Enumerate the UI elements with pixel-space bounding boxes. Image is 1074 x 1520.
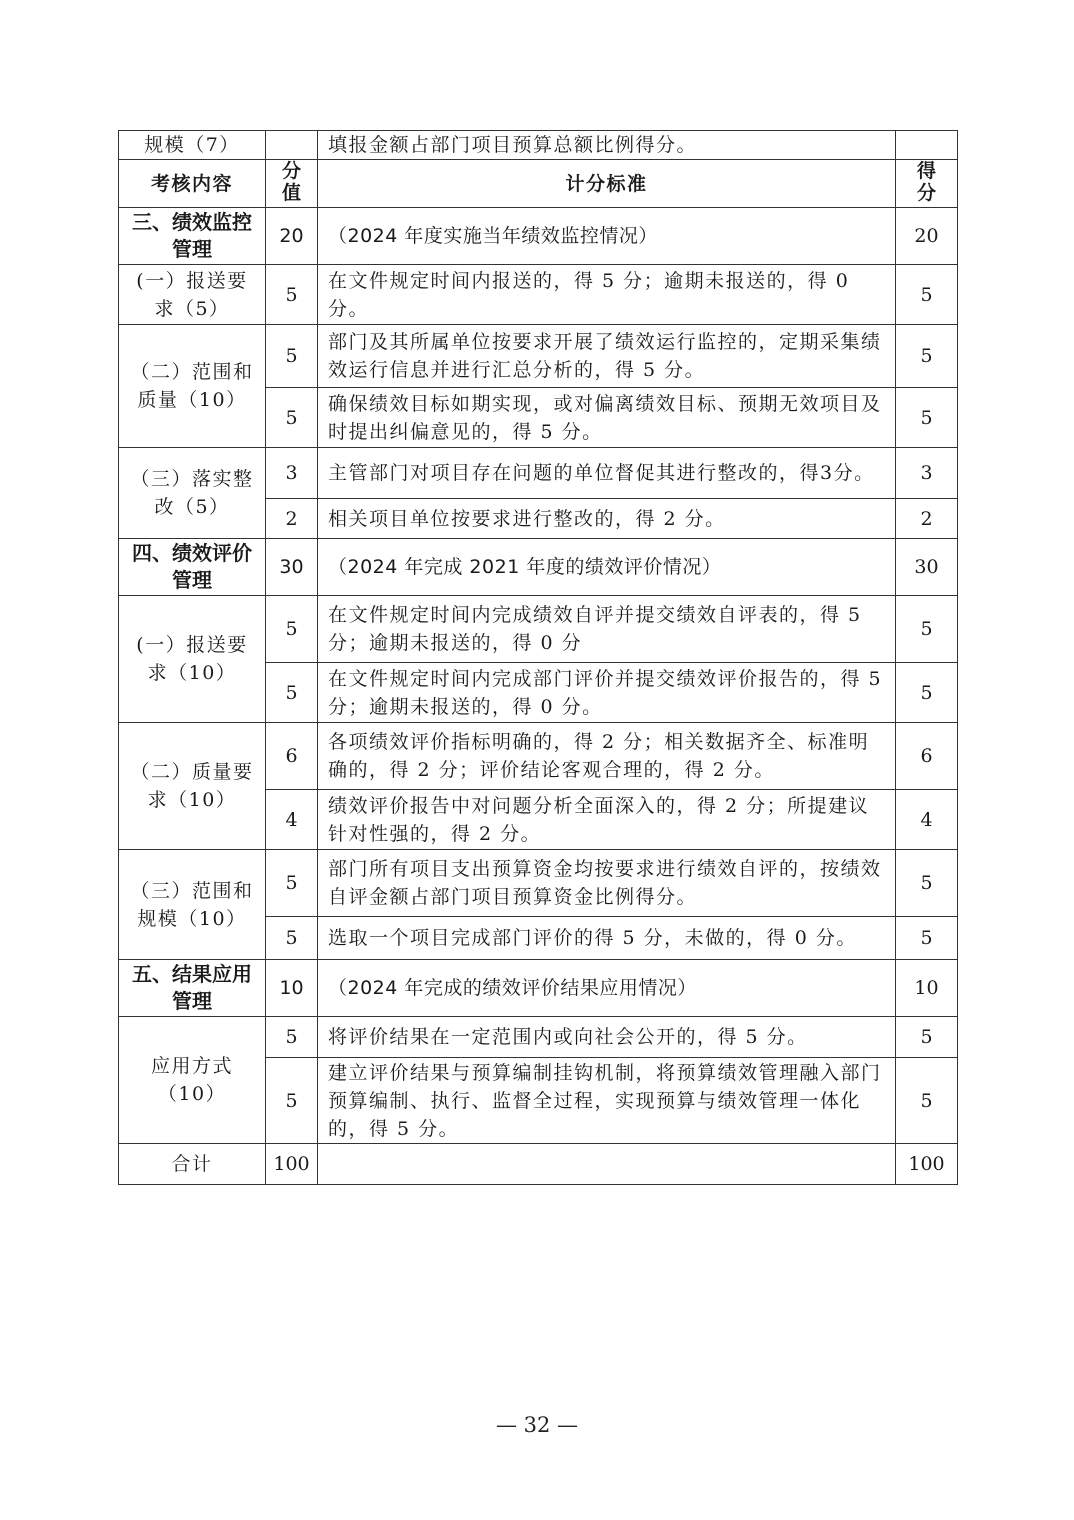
section-points: 10 [266, 960, 318, 1017]
header-score [896, 160, 958, 208]
points-cell: 4 [266, 790, 318, 850]
item-cell: 规模（7） [119, 131, 266, 160]
header-score-label: 得分 [916, 160, 936, 204]
section-score: 20 [896, 208, 958, 265]
table-row [119, 850, 958, 917]
group-item: 应用方式（10） [119, 1017, 266, 1144]
points-cell: 5 [266, 596, 318, 663]
scoring-table [118, 130, 958, 1185]
total-points: 100 [266, 1144, 318, 1185]
group-item: （三）范围和规模（10） [119, 850, 266, 960]
score-cell: 6 [896, 723, 958, 790]
criteria-cell: 建立评价结果与预算编制挂钩机制，将预算绩效管理融入部门预算编制、执行、监督全过程，实现预算与绩效管理一体化的，得 5 分。 [318, 1058, 896, 1144]
score-cell: 5 [896, 325, 958, 388]
group-item: （二）质量要求（10） [119, 723, 266, 850]
section-row [119, 960, 958, 1017]
group-item: (一）报送要求（10） [119, 596, 266, 723]
score-cell: 5 [896, 1017, 958, 1058]
points-cell: 2 [266, 499, 318, 539]
table-row [119, 723, 958, 790]
header-criteria: 计分标准 [318, 160, 896, 208]
score-cell: 2 [896, 499, 958, 539]
table-row [119, 325, 958, 388]
section-criteria: （2024 年完成 2021 年度的绩效评价情况） [318, 539, 896, 596]
points-cell: 5 [266, 1058, 318, 1144]
criteria-cell: 确保绩效目标如期实现，或对偏离绩效目标、预期无效项目及时提出纠偏意见的，得 5 分。 [318, 388, 896, 448]
table-row [119, 448, 958, 499]
criteria-cell: 在文件规定时间内报送的，得 5 分；逾期未报送的，得 0 分。 [318, 265, 896, 325]
criteria-cell: 相关项目单位按要求进行整改的，得 2 分。 [318, 499, 896, 539]
score-cell: 5 [896, 917, 958, 960]
points-cell: 5 [266, 850, 318, 917]
section-points: 20 [266, 208, 318, 265]
criteria-cell: 主管部门对项目存在问题的单位督促其进行整改的，得3分。 [318, 448, 896, 499]
score-cell [896, 131, 958, 160]
table-row [119, 1017, 958, 1058]
criteria-cell: 将评价结果在一定范围内或向社会公开的，得 5 分。 [318, 1017, 896, 1058]
header-item: 考核内容 [119, 160, 266, 208]
criteria-cell: 在文件规定时间内完成部门评价并提交绩效评价报告的，得 5 分；逾期未报送的，得 0 分。 [318, 663, 896, 723]
score-cell: 3 [896, 448, 958, 499]
total-score: 100 [896, 1144, 958, 1185]
group-item: （三）落实整改（5） [119, 448, 266, 539]
points-cell: 5 [266, 663, 318, 723]
criteria-cell [318, 1144, 896, 1185]
section-row [119, 208, 958, 265]
group-item: （二）范围和质量（10） [119, 325, 266, 448]
header-points [266, 160, 318, 208]
section-title: 四、绩效评价管理 [119, 539, 266, 596]
section-criteria: （2024 年完成的绩效评价结果应用情况） [318, 960, 896, 1017]
points-cell: 5 [266, 917, 318, 960]
criteria-cell: 绩效评价报告中对问题分析全面深入的，得 2 分；所提建议针对性强的，得 2 分。 [318, 790, 896, 850]
score-cell: 4 [896, 790, 958, 850]
group-item: (一）报送要求（5） [119, 265, 266, 325]
header-points-label: 分值 [281, 160, 301, 204]
section-row [119, 539, 958, 596]
score-cell: 5 [896, 265, 958, 325]
points-cell: 5 [266, 1017, 318, 1058]
score-cell: 5 [896, 596, 958, 663]
table-row [119, 131, 958, 160]
table-row [119, 265, 958, 325]
points-cell: 6 [266, 723, 318, 790]
table-row [119, 596, 958, 663]
page-number: — 32 — [495, 1413, 579, 1437]
points-cell: 5 [266, 265, 318, 325]
criteria-cell: 填报金额占部门项目预算总额比例得分。 [318, 131, 896, 160]
score-cell: 5 [896, 663, 958, 723]
section-title: 三、绩效监控管理 [119, 208, 266, 265]
score-cell: 5 [896, 388, 958, 448]
points-cell: 5 [266, 325, 318, 388]
section-criteria: （2024 年度实施当年绩效监控情况） [318, 208, 896, 265]
section-score: 10 [896, 960, 958, 1017]
section-score: 30 [896, 539, 958, 596]
section-title: 五、结果应用管理 [119, 960, 266, 1017]
criteria-cell: 部门及其所属单位按要求开展了绩效运行监控的，定期采集绩效运行信息并进行汇总分析的，得 5 分。 [318, 325, 896, 388]
criteria-cell: 在文件规定时间内完成绩效自评并提交绩效自评表的，得 5 分；逾期未报送的，得 0 分 [318, 596, 896, 663]
score-cell: 5 [896, 850, 958, 917]
points-cell: 5 [266, 388, 318, 448]
total-row [119, 1144, 958, 1185]
points-cell: 3 [266, 448, 318, 499]
points-cell [266, 131, 318, 160]
criteria-cell: 选取一个项目完成部门评价的得 5 分，未做的，得 0 分。 [318, 917, 896, 960]
total-label: 合计 [119, 1144, 266, 1185]
criteria-cell: 部门所有项目支出预算资金均按要求进行绩效自评的，按绩效自评金额占部门项目预算资金比例得分。 [318, 850, 896, 917]
score-cell: 5 [896, 1058, 958, 1144]
criteria-cell: 各项绩效评价指标明确的，得 2 分；相关数据齐全、标准明确的，得 2 分；评价结论客观合理的，得 2 分。 [318, 723, 896, 790]
header-row [119, 160, 958, 208]
section-points: 30 [266, 539, 318, 596]
